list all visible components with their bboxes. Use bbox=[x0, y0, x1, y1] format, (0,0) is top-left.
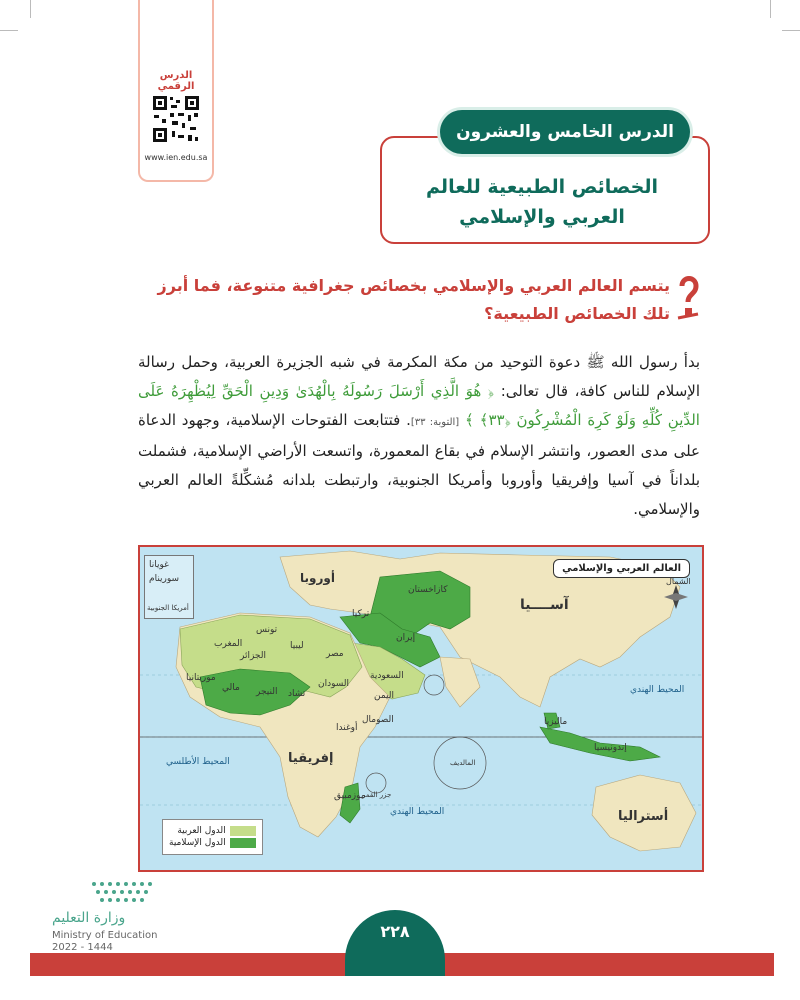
country-label: اليمن bbox=[374, 691, 395, 701]
continent-label-africa: إفريقيا bbox=[288, 751, 334, 766]
country-label: جزر القمر bbox=[362, 791, 392, 799]
country-label: النيجر bbox=[256, 687, 278, 697]
country-label: ليبيا bbox=[290, 641, 304, 651]
country-label: تركيا bbox=[352, 609, 370, 619]
lesson-question: يتسم العالم العربي والإسلامي بخصائص جغرافية متنوعة، فما أبرز تلك الخصائص الطبيعية؟ bbox=[157, 276, 670, 323]
digital-lesson-url[interactable]: www.ien.edu.sa bbox=[144, 153, 208, 162]
ministry-logo-icon bbox=[88, 880, 158, 904]
crop-mark bbox=[30, 0, 31, 18]
country-label: موزمبيق bbox=[334, 791, 366, 801]
country-label: المغرب bbox=[214, 639, 243, 649]
map-label: سورينام bbox=[149, 574, 180, 584]
paragraph-text: بدأ رسول الله ﷺ دعوة التوحيد من مكة المكرمة في شبه الجزيرة العربية، وحمل رسالة الإسلام للناس كافة، قال تعالى: bbox=[138, 353, 701, 400]
digital-lesson-tab[interactable] bbox=[138, 0, 214, 182]
map-legend bbox=[162, 819, 263, 855]
continent-label-australia: أستراليا bbox=[618, 809, 669, 824]
country-label: تشاد bbox=[288, 689, 306, 699]
country-label: مصر bbox=[326, 649, 344, 659]
map-title: العالم العربي والإسلامي bbox=[553, 559, 690, 578]
map-label: غويانا bbox=[149, 560, 169, 570]
country-label: إيران bbox=[396, 633, 416, 643]
qr-code-icon[interactable] bbox=[152, 95, 200, 143]
lesson-title bbox=[392, 172, 692, 232]
legend-label: الدول العربية bbox=[177, 826, 226, 836]
crop-mark bbox=[770, 0, 771, 18]
lesson-title-line1: الخصائص الطبيعية للعالم bbox=[426, 176, 658, 198]
country-label: إندونيسيا bbox=[594, 743, 627, 753]
crop-mark bbox=[782, 30, 800, 31]
legend-item-islamic bbox=[169, 838, 256, 848]
country-label: كازاخستان bbox=[408, 585, 448, 595]
ministry-name-en: Ministry of Education bbox=[52, 930, 158, 941]
south-asia-land bbox=[440, 657, 480, 707]
ocean-label: المحيط الهندي bbox=[630, 685, 685, 695]
quran-reference: [التوبة: ٣٣] bbox=[410, 417, 460, 428]
country-label: الصومال bbox=[362, 715, 394, 725]
page-number: ٢٢٨ bbox=[380, 922, 410, 941]
south-america-inset bbox=[144, 555, 194, 619]
country-label: مالي bbox=[222, 683, 240, 693]
quran-verse: ﴿ هُوَ الَّذِي أَرْسَلَ رَسُولَهُ بِالْهُدَىٰ وَدِينِ الْحَقِّ لِيُظْهِرَهُ عَلَى الدِّينِ كُلِّهِ وَلَوْ كَرِهَ الْمُشْرِكُونَ ﴿٣٣﴾ ﴾ bbox=[138, 382, 700, 429]
country-label: موريتانيا bbox=[186, 673, 216, 683]
bahrain-callout bbox=[424, 675, 444, 695]
country-label: تونس bbox=[256, 625, 278, 635]
digital-lesson-label: الدرس الرقمي bbox=[157, 70, 195, 92]
crop-mark bbox=[0, 30, 18, 31]
intro-paragraph bbox=[138, 348, 700, 524]
country-label: المالديف bbox=[450, 759, 476, 767]
legend-label: الدول الإسلامية bbox=[169, 838, 226, 848]
page-number-tab bbox=[345, 910, 445, 976]
ocean-label: المحيط الهندي bbox=[390, 807, 445, 817]
legend-swatch-arab bbox=[230, 826, 256, 836]
country-label: السودان bbox=[318, 679, 350, 689]
continent-label-europe: أوروبا bbox=[300, 571, 335, 585]
continent-label-asia: آســــيا bbox=[520, 597, 569, 613]
compass-label: الشمال bbox=[666, 577, 691, 586]
ocean-label: المحيط الأطلسي bbox=[166, 757, 230, 767]
country-label: الجزائر bbox=[240, 651, 266, 661]
map-label: أمريكا الجنوبية bbox=[147, 604, 189, 612]
lesson-title-line2: العربي والإسلامي bbox=[459, 206, 625, 228]
lesson-number: الدرس الخامس والعشرون bbox=[440, 110, 690, 154]
comoros-callout bbox=[366, 773, 386, 793]
legend-item-arab bbox=[169, 826, 256, 836]
edition-year: 2022 - 1444 bbox=[52, 942, 113, 953]
country-label: أوغندا bbox=[336, 723, 358, 733]
legend-swatch-islamic bbox=[230, 838, 256, 848]
world-map bbox=[138, 545, 704, 872]
country-label: ماليزيا bbox=[544, 717, 568, 727]
country-label: السعودية bbox=[370, 671, 404, 681]
question-mark-icon bbox=[676, 272, 700, 324]
ministry-name-ar: وزارة التعليم bbox=[52, 910, 126, 926]
paragraph-text: . فتتابعت الفتوحات الإسلامية، وجهود الدعاة على مدى العصور، وانتشر الإسلام في بقاع المعمورة، واتسعت الأراضي الإسلامية، فشملت بلداناً في آسيا وإفريقيا وأوروبا وأمريكا الجنوبية، وارتبطت بلدانه مُشكِّلةً العالم العربي والإسلامي. bbox=[138, 411, 700, 518]
